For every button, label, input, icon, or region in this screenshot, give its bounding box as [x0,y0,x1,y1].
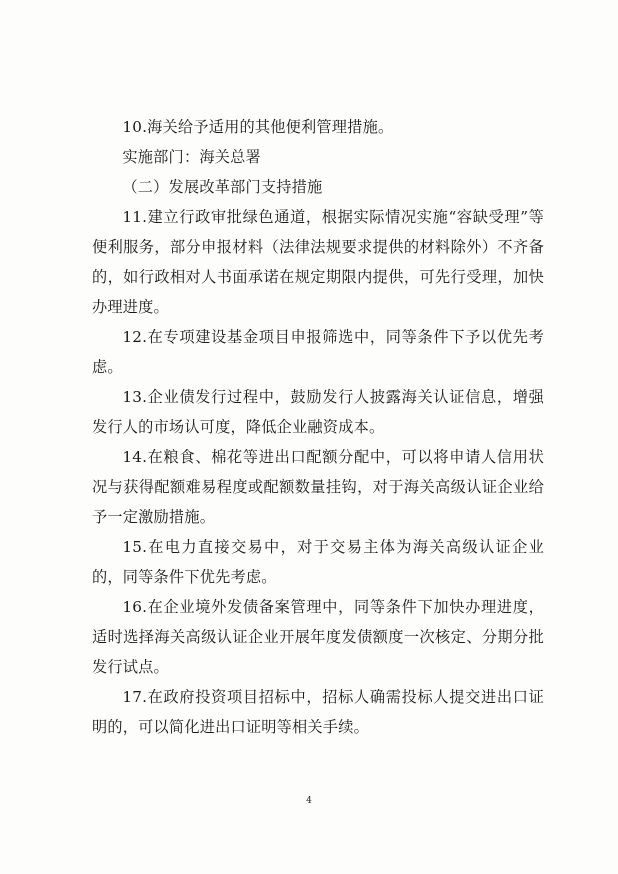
paragraph-item-16: 16.在企业境外发债备案管理中，同等条件下加快办理进度，适时选择海关高级认证企业开展年度发债额度一次核定、分期分批发行试点。 [92,598,544,676]
paragraph-item-17: 17.在政府投资项目招标中，招标人确需投标人提交进出口证明的，可以简化进出口证明等相关手续。 [92,688,544,736]
paragraph-item-15: 15.在电力直接交易中，对于交易主体为海关高级认证企业的，同等条件下优先考虑。 [92,538,544,586]
document-body [92,112,544,742]
paragraph-item-12: 12.在专项建设基金项目申报筛选中，同等条件下予以优先考虑。 [92,328,544,376]
paragraph-item-14: 14.在粮食、棉花等进出口配额分配中，可以将申请人信用状况与获得配额难易程度或配额数量挂钩，对于海关高级认证企业给予一定激励措施。 [92,448,544,526]
paragraph-item-10: 10.海关给予适用的其他便利管理措施。 [122,118,394,136]
paragraph-item-11: 11.建立行政审批绿色通道，根据实际情况实施“容缺受理”等便利服务，部分申报材料（法律法规要求提供的材料除外）不齐备的，如行政相对人书面承诺在规定期限内提供，可先行受理，加快办理进度。 [92,208,544,316]
page-number: 4 [306,796,312,806]
implementing-department: 实施部门：海关总署 [122,148,261,166]
section-heading: （二）发展改革部门支持措施 [122,178,323,196]
paragraph-item-13: 13.企业债发行过程中，鼓励发行人披露海关认证信息，增强发行人的市场认可度，降低企业融资成本。 [92,388,544,436]
